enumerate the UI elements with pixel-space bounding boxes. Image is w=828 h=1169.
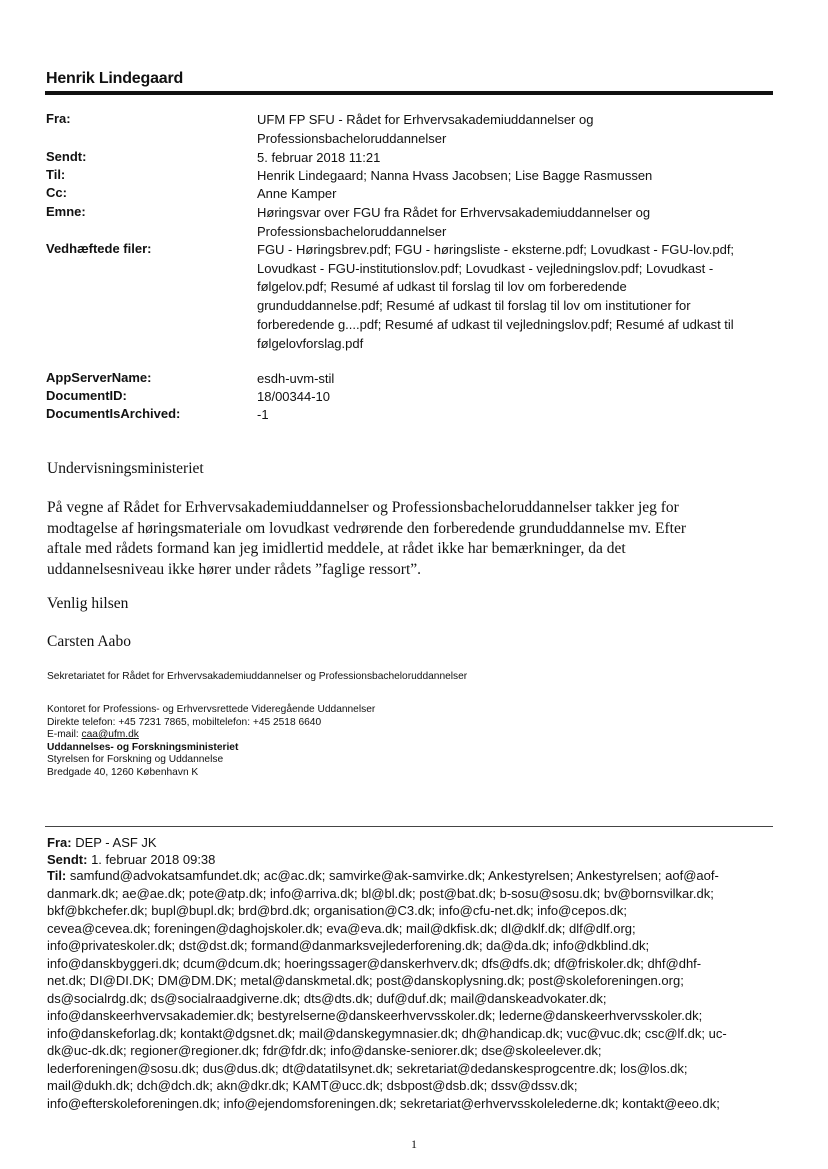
fwd-to-line: dk@uc-dk.dk; regioner@regioner.dk; fdr@fdr.dk; info@danske-seniorer.dk; dse@skoleelever.dk; [47,1043,602,1058]
sent-value: 5. februar 2018 11:21 [257,150,381,165]
archived-label: DocumentIsArchived: [46,406,181,421]
attachment-line: følgelovforslag.pdf [257,335,364,351]
fwd-to-text: samfund@advokatsamfundet.dk; ac@ac.dk; samvirke@ak-samvirke.dk; Ankestyrelsen; Ankestyrelsen; aof@aof- [69,868,719,883]
recipient-line: Undervisningsministeriet [47,460,204,477]
fwd-to-line: bkf@bkchefer.dk; bupl@bupl.dk; brd@brd.dk; organisation@C3.dk; info@cfu-net.dk; info@cepos.dk; [47,903,627,918]
office-line: Kontoret for Professions- og Erhvervsrettede Videregående Uddannelser [47,704,376,715]
email-label: E-mail: [47,729,82,740]
forwarded-sent [47,851,775,869]
phone-line: Direkte telefon: +45 7231 7865, mobiltelefon: +45 2518 6640 [47,716,322,728]
sender-name: Henrik Lindegaard [46,70,184,87]
subject-value [257,204,772,241]
fwd-to-line: info@privateskoler.dk; dst@dst.dk; formand@danmarksvejlederforening.dk; da@da.dk; info@dkblind.dk; [47,938,650,953]
ministry-line: Uddannelses- og Forskningsministeriet [47,741,239,753]
from-line: UFM FP SFU - Rådet for Erhvervsakademiuddannelser og [257,112,594,127]
subject-line: Professionsbacheloruddannelser [257,223,447,239]
from-value [257,111,772,148]
archived-value: -1 [257,407,269,422]
fwd-from-label: Fra: [47,835,72,850]
fwd-to-line: danmark.dk; ae@ae.dk; pote@atp.dk; info@arriva.dk; bl@bl.dk; post@bat.dk; b-sosu@sosu.dk; bv@bornsvilkar.dk; [47,885,714,901]
paragraph-line: modtagelse af høringsmateriale om lovudkast vedrørende den forberedende grunduddannelse mv. Efter [47,519,687,537]
documentid-value: 18/00344-10 [257,389,331,404]
fwd-to-line: net.dk; DI@DI.DK; DM@DM.DK; metal@danskmetal.dk; post@danskoplysning.dk; post@skoleforeningen.org; [47,973,684,988]
cc-label: Cc: [46,185,67,200]
subject-label: Emne: [46,204,86,219]
paragraph-line: På vegne af Rådet for Erhvervsakademiuddannelser og Professionsbacheloruddannelser takker jeg for [47,499,679,516]
fwd-to-line: info@danskbyggeri.dk; dcum@dcum.dk; hoeringssager@danskerhverv.dk; dfs@dfs.dk; df@friskoler.dk; dhf@dhf- [47,955,702,971]
closing: Venlig hilsen [47,595,129,612]
fwd-to-line: info@danskeerhvervsakademier.dk; bestyrelserne@danskeerhvervsskoler.dk; lederne@danskeerhvervsskoler.dk; [47,1008,703,1023]
from-line: Professionsbacheloruddannelser [257,130,447,146]
message-paragraph [47,498,767,580]
appserver-value: esdh-uvm-stil [257,371,335,386]
forwarded-to [47,867,775,1112]
fwd-to-line [47,867,775,885]
attachment-line: FGU - Høringsbrev.pdf; FGU - høringsliste - eksterne.pdf; Lovudkast - FGU-lov.pdf; [257,242,735,257]
forward-divider [45,826,773,827]
fwd-to-line: info@efterskoleforeningen.dk; info@ejendomsforeningen.dk; sekretariat@erhvervsskolelederne.dk; kontakt@eeo.dk; [47,1095,720,1111]
cc-value: Anne Kamper [257,186,337,201]
sent-label: Sendt: [46,149,87,164]
agency-line: Styrelsen for Forskning og Uddannelse [47,754,224,765]
appserver-label: AppServerName: [46,370,152,385]
fwd-from-value: DEP - ASF JK [75,835,157,850]
documentid-label: DocumentID: [46,388,127,403]
fwd-to-line: ds@socialrdg.dk; ds@socialraadgiverne.dk; dts@dts.dk; duf@duf.dk; mail@danskeadvokater.dk; [47,990,607,1006]
attachments-label: Vedhæftede filer: [46,241,152,256]
subject-line: Høringsvar over FGU fra Rådet for Erhvervsakademiuddannelser og [257,205,651,220]
page-number: 1 [411,1137,417,1151]
header-divider [45,91,773,95]
to-value: Henrik Lindegaard; Nanna Hvass Jacobsen; Lise Bagge Rasmussen [257,168,653,183]
to-label: Til: [46,167,66,182]
attachments-value [257,241,772,353]
fwd-to-line: cevea@cevea.dk; foreningen@daghojskoler.dk; eva@eva.dk; mail@dkfisk.dk; dl@dklf.dk; dlf@dlf.org; [47,920,636,936]
address-line: Bredgade 40, 1260 København K [47,766,199,778]
signer-name: Carsten Aabo [47,633,131,650]
fwd-to-line: mail@dukh.dk; dch@dch.dk; akn@dkr.dk; KAMT@ucc.dk; dsbpost@dsb.dk; dssv@dssv.dk; [47,1078,578,1093]
paragraph-line: uddannelsesniveau ikke hører under rådets ”faglige ressort”. [47,560,422,578]
attachment-line: forberedende g....pdf; Resumé af udkast til vejledningslov.pdf; Resumé af udkast til [257,316,734,332]
forwarded-from [47,834,775,852]
attachment-line: grunduddannelse.pdf; Resumé af udkast til forslag til lov om institutioner for [257,298,691,314]
email-line [47,729,375,742]
from-label: Fra: [46,111,71,126]
email-link[interactable]: caa@ufm.dk [81,729,139,740]
fwd-sent-label: Sendt: [47,852,88,867]
secretariat-line: Sekretariatet for Rådet for Erhvervsakademiuddannelser og Professionsbacheloruddannelser [47,671,468,682]
attachment-line: følgelov.pdf; Resumé af udkast til forslag til lov om forberedende [257,279,627,295]
fwd-to-line: lederforeningen@sosu.dk; dus@dus.dk; dt@datatilsynet.dk; sekretariat@dedanskesprogcentre.dk; los@los.dk; [47,1060,688,1076]
fwd-sent-value: 1. februar 2018 09:38 [91,852,216,867]
attachment-line: Lovudkast - FGU-institutionslov.pdf; Lovudkast - vejledningslov.pdf; Lovudkast - [257,260,714,276]
fwd-to-line: info@danskeforlag.dk; kontakt@dgsnet.dk; mail@danskegymnasier.dk; dh@handicap.dk; vuc@vuc.dk; csc@lf.dk; uc- [47,1025,727,1041]
paragraph-line: aftale med rådets formand kan jeg imidlertid meddele, at rådet ikke har bemærkninger, da det [47,540,626,557]
signature-block [47,704,375,779]
fwd-to-label: Til: [47,868,67,883]
